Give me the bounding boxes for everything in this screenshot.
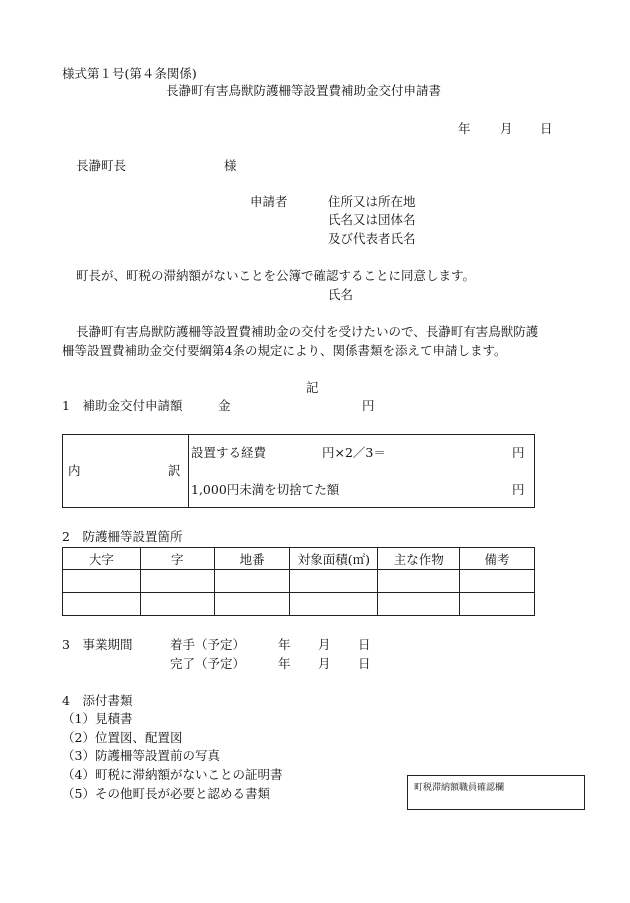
- table-row: [63, 593, 535, 616]
- consent-name-label: 氏名: [328, 287, 354, 302]
- section1-kin: 金: [218, 398, 231, 413]
- breakdown-row1-formula: 円×2／3＝: [322, 445, 386, 460]
- table-cell: [214, 570, 290, 593]
- applicant-name-label: 氏名又は団体名: [328, 212, 416, 227]
- breakdown-row2-label: 1,000円未満を切捨てた額: [191, 482, 340, 497]
- column-header: 地番: [214, 548, 290, 570]
- applicant-address-label: 住所又は所在地: [328, 194, 416, 209]
- table-row: [63, 570, 535, 593]
- applicant-label: 申請者: [250, 194, 288, 209]
- column-header: 字: [140, 548, 214, 570]
- breakdown-divider: [188, 435, 189, 507]
- table-cell: [63, 570, 141, 593]
- section4-heading: 4 添付書類: [62, 693, 133, 708]
- table-cell: [214, 593, 290, 616]
- applicant-rep-label: 及び代表者氏名: [328, 231, 416, 246]
- body-line-1: 長瀞町有害鳥獣防護柵等設置費補助金の交付を受けたいので、長瀞町有害鳥獣防護: [76, 324, 539, 339]
- attachment-item: （4）町税に滞納額がないことの証明書: [62, 767, 283, 782]
- column-header: 対象面積(㎡): [290, 548, 378, 570]
- attachment-item: （1）見積書: [62, 711, 133, 726]
- date-day: 日: [540, 121, 553, 136]
- date-year: 年: [458, 121, 471, 136]
- column-header: 備考: [460, 548, 535, 570]
- attachment-item: （2）位置図、配置図: [62, 730, 183, 745]
- period-start-month: 月: [318, 637, 331, 652]
- table-cell: [460, 593, 535, 616]
- period-end-year: 年: [278, 656, 291, 671]
- staff-confirmation-label: 町税滞納額職員確認欄: [414, 783, 505, 793]
- breakdown-row2-yen: 円: [512, 482, 525, 497]
- attachment-item: （3）防護柵等設置前の写真: [62, 748, 220, 763]
- table-cell: [63, 593, 141, 616]
- breakdown-label-right: 訳: [168, 463, 181, 478]
- period-end-day: 日: [358, 656, 371, 671]
- addressee-honorific: 様: [224, 158, 237, 173]
- body-line-2: 柵等設置費補助金交付要綱第4条の規定により、関係書類を添えて申請します。: [62, 343, 507, 358]
- period-start-year: 年: [278, 637, 291, 652]
- table-cell: [378, 570, 460, 593]
- column-header: 大字: [63, 548, 141, 570]
- breakdown-label-left: 内: [68, 463, 81, 478]
- period-start-day: 日: [358, 637, 371, 652]
- table-cell: [460, 570, 535, 593]
- location-table: [62, 547, 535, 616]
- section1-heading: 1 補助金交付申請額: [62, 398, 183, 413]
- period-end-month: 月: [318, 656, 331, 671]
- table-cell: [290, 593, 378, 616]
- form-number: 様式第１号(第４条関係): [62, 66, 197, 81]
- section2-heading: 2 防護柵等設置箇所: [62, 529, 183, 544]
- ki-heading: 記: [306, 380, 319, 395]
- table-cell: [140, 570, 214, 593]
- section1-yen: 円: [362, 398, 375, 413]
- date-month: 月: [500, 121, 513, 136]
- consent-text: 町長が、町税の滞納額がないことを公簿で確認することに同意します。: [76, 268, 476, 283]
- table-header-row: [63, 548, 535, 570]
- table-cell: [140, 593, 214, 616]
- table-cell: [290, 570, 378, 593]
- column-header: 主な作物: [378, 548, 460, 570]
- page-title: 長瀞町有害鳥獣防護柵等設置費補助金交付申請書: [166, 83, 442, 98]
- breakdown-row1-label: 設置する経費: [191, 445, 267, 460]
- breakdown-row1-yen: 円: [512, 445, 525, 460]
- period-end-label: 完了（予定）: [170, 656, 246, 671]
- table-cell: [378, 593, 460, 616]
- section3-heading: 3 事業期間: [62, 637, 133, 652]
- period-start-label: 着手（予定）: [170, 637, 246, 652]
- attachment-item: （5）その他町長が必要と認める書類: [62, 786, 270, 801]
- addressee-name: 長瀞町長: [76, 158, 127, 173]
